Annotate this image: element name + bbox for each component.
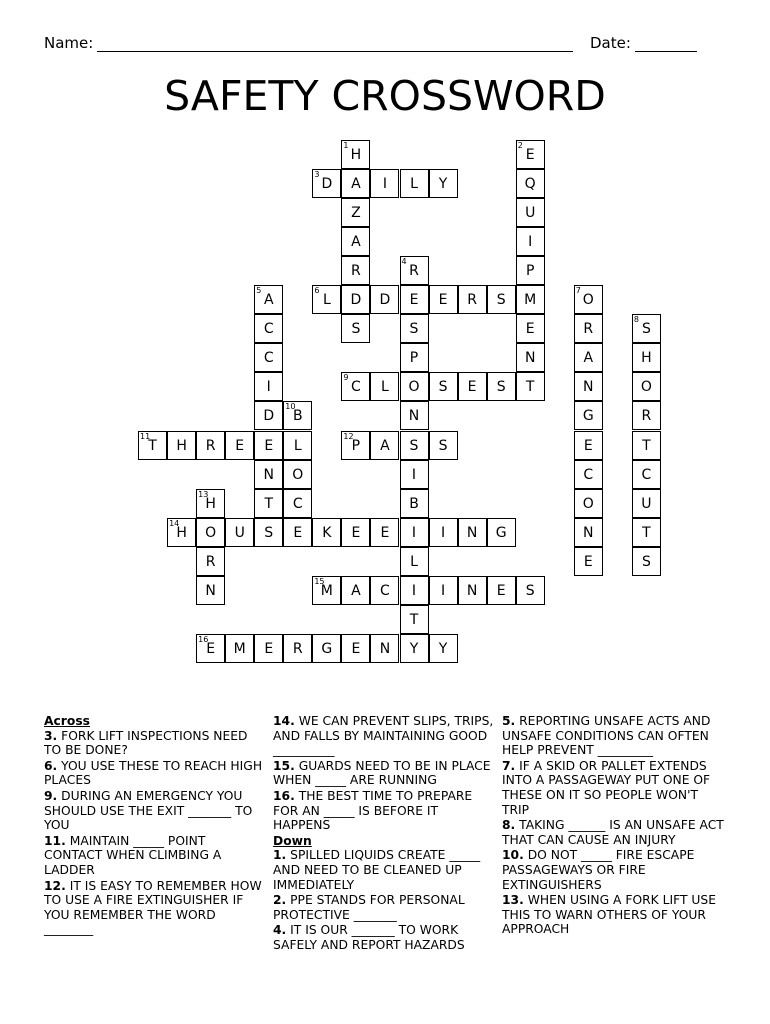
grid-cell[interactable] — [574, 285, 603, 314]
cell-letter: C — [583, 466, 594, 483]
cell-letter: O — [582, 292, 594, 309]
grid-cell[interactable] — [632, 518, 661, 547]
clue-item-number: 15. — [273, 758, 295, 773]
grid-cell[interactable] — [429, 576, 458, 605]
grid-cell[interactable] — [516, 256, 545, 285]
grid-cell[interactable] — [400, 634, 429, 663]
name-label: Name: — [44, 34, 94, 52]
cell-letter: E — [206, 640, 216, 657]
clue-item-text: WHEN USING A FORK LIFT USE THIS TO WARN OTHERS OF YOUR APPROACH — [502, 893, 716, 937]
clue-item-number: 4. — [273, 923, 287, 938]
clue-item-number: 6. — [44, 758, 58, 773]
cell-letter: C — [263, 350, 274, 367]
clue-item-text: IT IS OUR _______ TO WORK SAFELY AND REPORT HAZARDS — [273, 923, 465, 952]
grid-cell[interactable] — [400, 431, 429, 460]
grid-cell[interactable] — [632, 547, 661, 576]
clue-item-number: 3. — [44, 728, 58, 743]
clue-item — [44, 879, 266, 937]
grid-cell[interactable] — [400, 489, 429, 518]
cell-letter: A — [380, 437, 390, 454]
cell-letter: U — [234, 524, 245, 541]
cell-letter: S — [409, 437, 419, 454]
cell-letter: R — [583, 321, 594, 338]
clue-item-number: 9. — [44, 788, 58, 803]
grid-cell[interactable] — [516, 140, 545, 169]
cell-letter: R — [641, 408, 652, 425]
clue-item-number: 12. — [44, 878, 66, 893]
clue-item-number: 13. — [502, 893, 524, 908]
clue-item-number: 10. — [502, 848, 524, 863]
grid-cell[interactable] — [341, 198, 370, 227]
grid-cell[interactable] — [632, 401, 661, 430]
grid-cell[interactable] — [574, 460, 603, 489]
date-label: Date: — [590, 34, 631, 52]
clue-number: 14 — [169, 518, 180, 528]
clue-item — [273, 759, 495, 788]
grid-cell[interactable] — [632, 372, 661, 401]
cell-letter: E — [525, 147, 535, 163]
clue-item — [502, 818, 727, 847]
cell-letter: C — [380, 582, 390, 599]
clue-number: 1 — [343, 141, 349, 150]
cell-letter: I — [411, 466, 417, 483]
clue-number: 16 — [198, 634, 209, 644]
cell-letter: E — [583, 437, 593, 454]
grid-cell[interactable] — [516, 169, 545, 198]
grid-cell[interactable] — [225, 634, 254, 663]
cell-letter: E — [438, 292, 448, 309]
clue-number: 11 — [140, 431, 151, 441]
grid-cell[interactable] — [138, 431, 167, 460]
grid-cell[interactable] — [341, 169, 370, 198]
cell-letter: S — [351, 321, 361, 338]
grid-cell[interactable] — [487, 576, 516, 605]
grid-cell[interactable] — [312, 169, 341, 198]
clue-item — [44, 834, 266, 878]
grid-cell[interactable] — [312, 634, 341, 663]
cell-letter: R — [409, 263, 419, 280]
clue-number: 7 — [575, 286, 581, 296]
grid-cell[interactable] — [341, 314, 370, 343]
cell-letter: G — [495, 524, 507, 541]
grid-cell[interactable] — [400, 372, 429, 401]
grid-cell[interactable] — [225, 518, 254, 547]
clue-item-number: 1. — [273, 848, 287, 863]
cell-letter: Z — [351, 205, 361, 222]
cell-letter: I — [440, 524, 446, 541]
clue-item-text: REPORTING UNSAFE ACTS AND UNSAFE CONDITIONS CAN OFTEN HELP PREVENT _________ — [502, 714, 711, 758]
cell-letter: R — [205, 437, 216, 454]
grid-cell[interactable] — [196, 489, 225, 518]
grid-cell[interactable] — [341, 256, 370, 285]
clue-item — [502, 759, 727, 817]
grid-cell[interactable] — [167, 431, 196, 460]
grid-cell[interactable] — [458, 372, 487, 401]
cell-letter: R — [351, 263, 361, 280]
grid-cell[interactable] — [254, 372, 283, 401]
clues-column-1 — [44, 714, 266, 938]
cell-letter: M — [320, 582, 333, 599]
grid-cell[interactable] — [400, 547, 429, 576]
cell-letter: T — [525, 379, 535, 396]
grid-cell[interactable] — [283, 401, 312, 430]
cell-letter: T — [264, 495, 274, 512]
cell-letter: M — [233, 640, 246, 657]
down-heading: Down — [273, 833, 312, 848]
grid-cell[interactable] — [487, 518, 516, 547]
cell-letter: M — [524, 292, 537, 309]
grid-cell[interactable] — [429, 634, 458, 663]
cell-letter: S — [264, 524, 274, 541]
cell-letter: E — [235, 437, 245, 454]
cell-letter: N — [205, 582, 216, 599]
cell-letter: U — [641, 495, 652, 512]
cell-letter: G — [321, 640, 333, 657]
grid-cell[interactable] — [370, 285, 399, 314]
grid-cell[interactable] — [341, 634, 370, 663]
cell-letter: N — [263, 466, 274, 483]
grid-cell[interactable] — [400, 343, 429, 372]
grid-cell[interactable] — [458, 576, 487, 605]
grid-cell[interactable] — [341, 227, 370, 256]
clue-item-number: 11. — [44, 833, 66, 848]
cell-letter: E — [380, 524, 390, 541]
clue-item-text: SPILLED LIQUIDS CREATE _____ AND NEED TO BE CLEANED UP IMMEDIATELY — [273, 848, 481, 892]
grid-cell[interactable] — [574, 547, 603, 576]
cell-letter: U — [525, 205, 536, 222]
grid-cell[interactable] — [429, 518, 458, 547]
grid-cell[interactable] — [254, 343, 283, 372]
grid-cell[interactable] — [574, 343, 603, 372]
grid-cell[interactable] — [370, 372, 399, 401]
cell-letter: O — [205, 524, 217, 541]
cell-letter: I — [266, 379, 271, 396]
grid-cell[interactable] — [341, 431, 370, 460]
cell-letter: D — [263, 408, 275, 425]
clue-item-text: THE BEST TIME TO PREPARE FOR AN _____ IS BEFORE IT HAPPENS — [273, 788, 473, 833]
cell-letter: B — [292, 408, 303, 425]
cell-letter: I — [528, 234, 533, 251]
grid-cell[interactable] — [574, 314, 603, 343]
cell-letter: Y — [409, 640, 419, 657]
cell-letter: K — [322, 524, 332, 541]
grid-cell[interactable] — [429, 431, 458, 460]
clue-number: 10 — [285, 402, 296, 412]
clue-item-text: PPE STANDS FOR PERSONAL PROTECTIVE _______ — [273, 893, 465, 922]
clue-number: 6 — [314, 286, 320, 296]
cell-letter: E — [525, 321, 535, 338]
cell-letter: A — [351, 234, 361, 251]
clue-item-text: FORK LIFT INSPECTIONS NEED TO BE DONE? — [44, 728, 248, 758]
grid-cell[interactable] — [632, 489, 661, 518]
grid-cell[interactable] — [632, 460, 661, 489]
clues-column-2 — [273, 714, 495, 954]
grid-cell[interactable] — [341, 372, 370, 401]
cell-letter: L — [410, 553, 418, 570]
cell-letter: E — [409, 292, 419, 309]
cell-letter: L — [410, 176, 418, 193]
grid-cell[interactable] — [196, 634, 225, 663]
cell-letter: T — [642, 524, 651, 541]
cell-letter: E — [264, 437, 274, 454]
clue-item — [44, 729, 266, 758]
cell-letter: C — [263, 321, 274, 338]
grid-cell[interactable] — [167, 518, 196, 547]
clue-item — [273, 714, 495, 758]
cell-letter: E — [351, 524, 361, 541]
grid-cell[interactable] — [370, 431, 399, 460]
grid-cell[interactable] — [574, 372, 603, 401]
clue-item-number: 16. — [273, 788, 295, 803]
grid-cell[interactable] — [458, 518, 487, 547]
cell-letter: A — [351, 582, 361, 599]
cell-letter: C — [292, 495, 303, 512]
cell-letter: L — [322, 292, 331, 309]
clue-item-number: 2. — [273, 893, 287, 908]
cell-letter: D — [321, 176, 333, 193]
cell-letter: E — [351, 640, 361, 657]
clue-item-number: 14. — [273, 714, 295, 728]
grid-cell[interactable] — [429, 169, 458, 198]
grid-cell[interactable] — [574, 401, 603, 430]
grid-cell[interactable] — [312, 576, 341, 605]
cell-letter: P — [409, 350, 419, 367]
grid-cell[interactable] — [429, 285, 458, 314]
cell-letter: E — [496, 582, 506, 599]
grid-cell[interactable] — [254, 285, 283, 314]
cell-letter: Q — [524, 176, 536, 193]
cell-letter: H — [350, 147, 362, 163]
cell-letter: I — [411, 524, 417, 541]
grid-cell[interactable] — [516, 227, 545, 256]
grid-cell[interactable] — [196, 431, 225, 460]
cell-letter: C — [641, 466, 652, 483]
grid-cell[interactable] — [400, 285, 429, 314]
grid-cell[interactable] — [283, 518, 312, 547]
cell-letter: D — [379, 292, 391, 309]
clue-number: 8 — [633, 315, 639, 325]
cell-letter: S — [641, 321, 651, 338]
cell-letter: T — [409, 611, 419, 628]
cell-letter: P — [351, 437, 361, 454]
grid-cell[interactable] — [574, 431, 603, 460]
cell-letter: S — [438, 437, 448, 454]
cell-letter: A — [351, 176, 361, 193]
clue-number: 3 — [314, 170, 320, 180]
grid-cell[interactable] — [283, 460, 312, 489]
cell-letter: T — [642, 437, 651, 454]
grid-cell[interactable] — [312, 518, 341, 547]
clue-number: 5 — [256, 286, 262, 296]
cell-letter: S — [496, 379, 506, 396]
cell-letter: N — [466, 582, 478, 599]
grid-cell[interactable] — [574, 518, 603, 547]
cell-letter: E — [264, 640, 274, 657]
clues-column-3 — [502, 714, 727, 938]
grid-cell[interactable] — [341, 576, 370, 605]
cell-letter: A — [583, 350, 594, 367]
cell-letter: Y — [438, 176, 448, 193]
grid-cell[interactable] — [225, 431, 254, 460]
cell-letter: N — [466, 524, 478, 541]
clue-number: 2 — [517, 141, 523, 150]
grid-cell[interactable] — [283, 634, 312, 663]
clue-item-text: MAINTAIN _____ POINT CONTACT WHEN CLIMBING A LADDER — [44, 833, 222, 877]
cell-letter: Y — [438, 640, 448, 657]
clue-item — [44, 759, 266, 788]
clue-item-text: DO NOT _____ FIRE ESCAPE PASSAGEWAYS OR FIRE EXTINGUISHERS — [502, 848, 695, 892]
grid-cell[interactable] — [516, 372, 545, 401]
grid-cell[interactable] — [400, 460, 429, 489]
grid-cell[interactable] — [487, 372, 516, 401]
clue-item-text: WE CAN PREVENT SLIPS, TRIPS, AND FALLS BY MAINTAINING GOOD __________ — [273, 714, 494, 758]
clue-item-text: DURING AN EMERGENCY YOU SHOULD USE THE EXIT _______ TO YOU — [44, 788, 253, 833]
clue-item — [502, 714, 727, 758]
cell-letter: S — [438, 379, 448, 396]
grid-cell[interactable] — [254, 634, 283, 663]
grid-cell[interactable] — [254, 489, 283, 518]
clue-item — [273, 848, 495, 892]
grid-cell[interactable] — [400, 169, 429, 198]
cell-letter: N — [524, 350, 536, 367]
grid-cell[interactable] — [400, 605, 429, 634]
cell-letter: R — [205, 553, 216, 570]
cell-letter: S — [525, 582, 535, 599]
cell-letter: I — [440, 582, 446, 599]
grid-cell[interactable] — [283, 489, 312, 518]
clue-item-text: IF A SKID OR PALLET EXTENDS INTO A PASSAGEWAY PUT ONE OF THESE ON IT SO PEOPLE WON'T TRIP — [502, 758, 711, 817]
grid-cell[interactable] — [400, 256, 429, 285]
cell-letter: B — [409, 495, 419, 512]
grid-cell[interactable] — [400, 314, 429, 343]
grid-cell[interactable] — [429, 372, 458, 401]
across-heading: Across — [44, 714, 90, 728]
cell-letter: R — [467, 292, 477, 309]
cell-letter: G — [582, 408, 594, 425]
cell-letter: E — [293, 524, 303, 541]
cell-letter: N — [583, 524, 594, 541]
grid-cell[interactable] — [312, 285, 341, 314]
cell-letter: S — [496, 292, 506, 309]
cell-letter: O — [292, 466, 304, 483]
grid-cell[interactable] — [516, 576, 545, 605]
grid-cell[interactable] — [458, 285, 487, 314]
cell-letter: H — [641, 350, 652, 367]
clue-item-text: GUARDS NEED TO BE IN PLACE WHEN _____ ARE RUNNING — [273, 758, 491, 788]
grid-cell[interactable] — [196, 547, 225, 576]
grid-cell[interactable] — [341, 140, 370, 169]
cell-letter: O — [582, 495, 594, 512]
grid-cell[interactable] — [632, 343, 661, 372]
page-title: SAFETY CROSSWORD — [164, 72, 606, 120]
grid-cell[interactable] — [254, 518, 283, 547]
clue-number: 9 — [343, 373, 349, 383]
cell-letter: H — [176, 437, 187, 454]
grid-cell[interactable] — [341, 285, 370, 314]
grid-cell[interactable] — [370, 518, 399, 547]
cell-letter: E — [583, 553, 593, 570]
grid-cell[interactable] — [400, 576, 429, 605]
grid-cell[interactable] — [400, 401, 429, 430]
grid-cell[interactable] — [370, 169, 399, 198]
clue-number: 4 — [401, 257, 407, 267]
cell-letter: C — [351, 379, 361, 396]
cell-letter: H — [205, 495, 216, 512]
grid-cell[interactable] — [341, 518, 370, 547]
clue-item — [273, 923, 495, 952]
clue-item-number: 8. — [502, 818, 516, 833]
grid-cell[interactable] — [516, 198, 545, 227]
grid-cell[interactable] — [487, 285, 516, 314]
clue-item-number: 7. — [502, 758, 516, 773]
cell-letter: L — [293, 437, 302, 454]
grid-cell[interactable] — [196, 518, 225, 547]
grid-cell[interactable] — [400, 518, 429, 547]
clue-number: 12 — [343, 431, 354, 441]
cell-letter: R — [292, 640, 303, 657]
clue-item — [273, 893, 495, 922]
clue-number: 13 — [198, 489, 209, 499]
cell-letter: D — [350, 292, 362, 309]
grid-cell[interactable] — [516, 343, 545, 372]
cell-letter: P — [525, 263, 535, 280]
cell-letter: N — [379, 640, 391, 657]
cell-letter: A — [263, 292, 274, 309]
cell-letter: E — [467, 379, 477, 396]
grid-cell[interactable] — [254, 401, 283, 430]
clue-item-text: IT IS EASY TO REMEMBER HOW TO USE A FIRE EXTINGUISHER IF YOU REMEMBER THE WORD ________ — [44, 878, 262, 937]
cell-letter: L — [381, 379, 389, 396]
grid-cell[interactable] — [370, 634, 399, 663]
clue-item-text: TAKING ______ IS AN UNSAFE ACT THAT CAN CAUSE AN INJURY — [502, 818, 724, 847]
clue-item-number: 5. — [502, 714, 516, 728]
clue-item — [273, 789, 495, 833]
cell-letter: O — [408, 379, 420, 396]
cell-letter: I — [382, 176, 387, 193]
grid-cell[interactable] — [632, 431, 661, 460]
cell-letter: O — [640, 379, 652, 396]
cell-letter: I — [411, 582, 417, 599]
clue-item — [44, 789, 266, 833]
clue-item — [502, 893, 727, 937]
cell-letter: S — [641, 553, 651, 570]
grid-cell[interactable] — [632, 314, 661, 343]
cell-letter: S — [409, 321, 419, 338]
cell-letter: T — [148, 437, 157, 454]
grid-cell[interactable] — [283, 431, 312, 460]
grid-cell[interactable] — [254, 431, 283, 460]
grid-cell[interactable] — [574, 489, 603, 518]
grid-cell[interactable] — [254, 314, 283, 343]
clue-number: 15 — [314, 576, 325, 586]
grid-cell[interactable] — [516, 285, 545, 314]
clue-item — [502, 848, 727, 892]
cell-letter: N — [408, 408, 420, 425]
clue-item-text: YOU USE THESE TO REACH HIGH PLACES — [44, 758, 263, 788]
cell-letter: N — [583, 379, 594, 396]
grid-cell[interactable] — [254, 460, 283, 489]
cell-letter: H — [176, 524, 187, 541]
grid-cell[interactable] — [196, 576, 225, 605]
grid-cell[interactable] — [370, 576, 399, 605]
grid-cell[interactable] — [516, 314, 545, 343]
